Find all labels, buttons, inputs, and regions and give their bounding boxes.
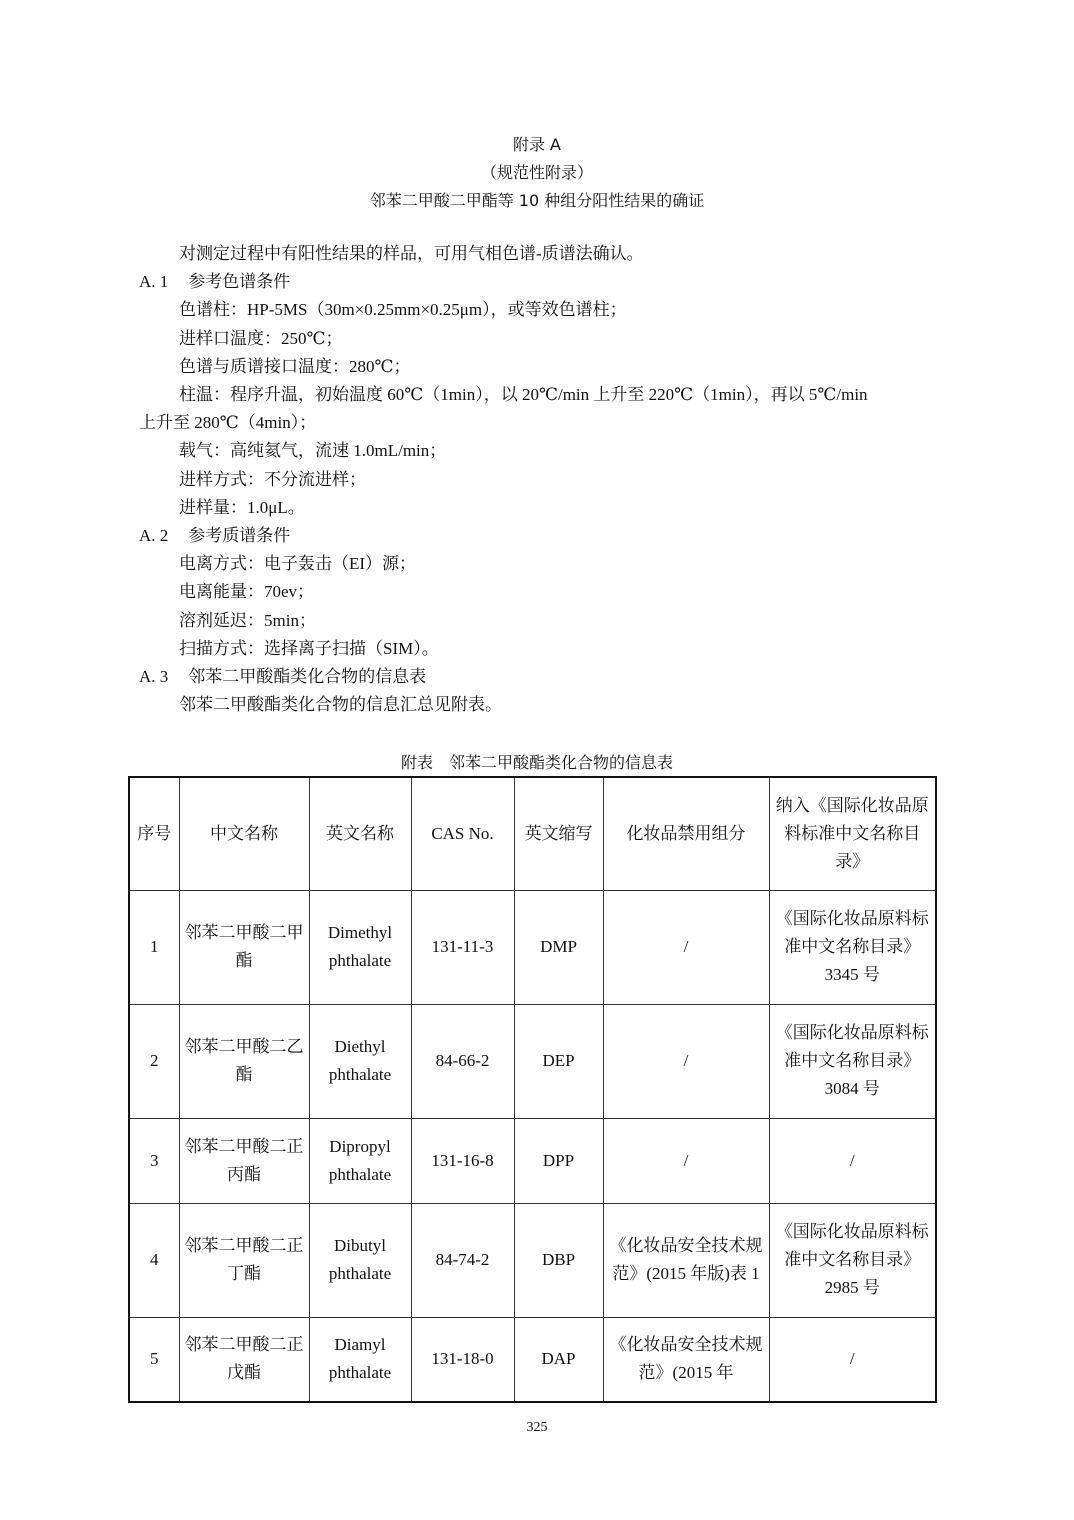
paragraph: 邻苯二甲酸酯类化合物的信息汇总见附表。 — [179, 695, 502, 715]
table-cell: 邻苯二甲酸二正丙酯 — [179, 1118, 309, 1203]
appendix-heading: 邻苯二甲酸二甲酯等 10 种组分阳性结果的确证 — [369, 191, 705, 210]
paragraph: 电离能量：70ev； — [179, 582, 315, 602]
table-cell: Diamyl phthalate — [309, 1317, 411, 1402]
table-row — [129, 1118, 936, 1203]
section-number: A. 2 — [139, 526, 169, 546]
section-title: 参考色谱条件 — [188, 272, 291, 292]
appendix-title: 附录 A — [512, 135, 562, 154]
phthalate-info-table — [128, 776, 937, 1403]
appendix-subtitle: （规范性附录） — [480, 163, 593, 182]
table-row — [129, 1317, 936, 1402]
table-cell: 《化妆品安全技术规范》(2015 年 — [603, 1317, 769, 1402]
table-cell: 3 — [129, 1118, 179, 1203]
table-cell: 4 — [129, 1203, 179, 1317]
table-cell: 《国际化妆品原料标准中文名称目录》3345 号 — [769, 890, 936, 1004]
paragraph: 柱温：程序升温，初始温度 60℃（1min），以 20℃/min 上升至 220℃（1min），再以 5℃/min — [179, 385, 868, 405]
table-cell: / — [603, 890, 769, 1004]
page-number: 325 — [526, 1420, 548, 1435]
column-header: 纳入《国际化妆品原料标准中文名称目录》 — [769, 777, 936, 890]
table-cell: Dipropyl phthalate — [309, 1118, 411, 1203]
paragraph: 上升至 280℃（4min）； — [139, 413, 317, 433]
table-cell: 131-11-3 — [411, 890, 514, 1004]
table-cell: 邻苯二甲酸二正戊酯 — [179, 1317, 309, 1402]
column-header: 序号 — [129, 777, 179, 890]
column-header: 中文名称 — [179, 777, 309, 890]
table-header-row — [129, 777, 936, 890]
table-cell: 84-66-2 — [411, 1004, 514, 1118]
table-row — [129, 1203, 936, 1317]
section-title: 邻苯二甲酸酯类化合物的信息表 — [188, 667, 427, 687]
table-cell: 2 — [129, 1004, 179, 1118]
table-cell: DMP — [514, 890, 603, 1004]
column-header: 化妆品禁用组分 — [603, 777, 769, 890]
table-cell: / — [769, 1317, 936, 1402]
table-cell: / — [603, 1004, 769, 1118]
table-cell: 邻苯二甲酸二正丁酯 — [179, 1203, 309, 1317]
table-cell: Diethyl phthalate — [309, 1004, 411, 1118]
table-cell: 《化妆品安全技术规范》(2015 年版)表 1 — [603, 1203, 769, 1317]
table-cell: 《国际化妆品原料标准中文名称目录》2985 号 — [769, 1203, 936, 1317]
paragraph: 进样方式：不分流进样； — [179, 469, 366, 489]
paragraph: 色谱柱：HP-5MS（30m×0.25mm×0.25μm），或等效色谱柱； — [179, 300, 627, 320]
paragraph: 进样量：1.0μL。 — [179, 497, 305, 517]
table-caption: 附表 邻苯二甲酸酯类化合物的信息表 — [400, 753, 673, 772]
table-cell: / — [769, 1118, 936, 1203]
table-cell: 邻苯二甲酸二甲酯 — [179, 890, 309, 1004]
table-cell: DPP — [514, 1118, 603, 1203]
table-cell: 1 — [129, 890, 179, 1004]
paragraph: 色谱与质谱接口温度：280℃； — [179, 356, 411, 376]
paragraph: 溶剂延迟：5min； — [179, 610, 316, 630]
table-cell: Dibutyl phthalate — [309, 1203, 411, 1317]
paragraph: 扫描方式：选择离子扫描（SIM）。 — [179, 638, 439, 658]
section-heading — [139, 522, 939, 550]
paragraph: 对测定过程中有阳性结果的样品，可用气相色谱-质谱法确认。 — [179, 244, 644, 263]
table-cell: Dimethyl phthalate — [309, 890, 411, 1004]
section-number: A. 3 — [139, 667, 169, 687]
section-heading — [139, 268, 939, 296]
table-cell: DAP — [514, 1317, 603, 1402]
column-header: 英文缩写 — [514, 777, 603, 890]
table-cell: 131-16-8 — [411, 1118, 514, 1203]
table-cell: DEP — [514, 1004, 603, 1118]
table-row — [129, 890, 936, 1004]
section-number: A. 1 — [139, 272, 169, 292]
section-heading — [139, 663, 939, 691]
table-cell: 84-74-2 — [411, 1203, 514, 1317]
table-cell: / — [603, 1118, 769, 1203]
paragraph: 电离方式：电子轰击（EI）源； — [179, 554, 417, 574]
body-text — [139, 240, 939, 719]
column-header: 英文名称 — [309, 777, 411, 890]
paragraph: 进样口温度：250℃； — [179, 328, 343, 348]
paragraph: 载气：高纯氦气，流速 1.0mL/min； — [179, 441, 447, 461]
table-cell: DBP — [514, 1203, 603, 1317]
section-title: 参考质谱条件 — [188, 526, 291, 546]
table-cell: 131-18-0 — [411, 1317, 514, 1402]
table-cell: 5 — [129, 1317, 179, 1402]
column-header: CAS No. — [411, 777, 514, 890]
table-cell: 邻苯二甲酸二乙酯 — [179, 1004, 309, 1118]
table-row — [129, 1004, 936, 1118]
table-cell: 《国际化妆品原料标准中文名称目录》3084 号 — [769, 1004, 936, 1118]
